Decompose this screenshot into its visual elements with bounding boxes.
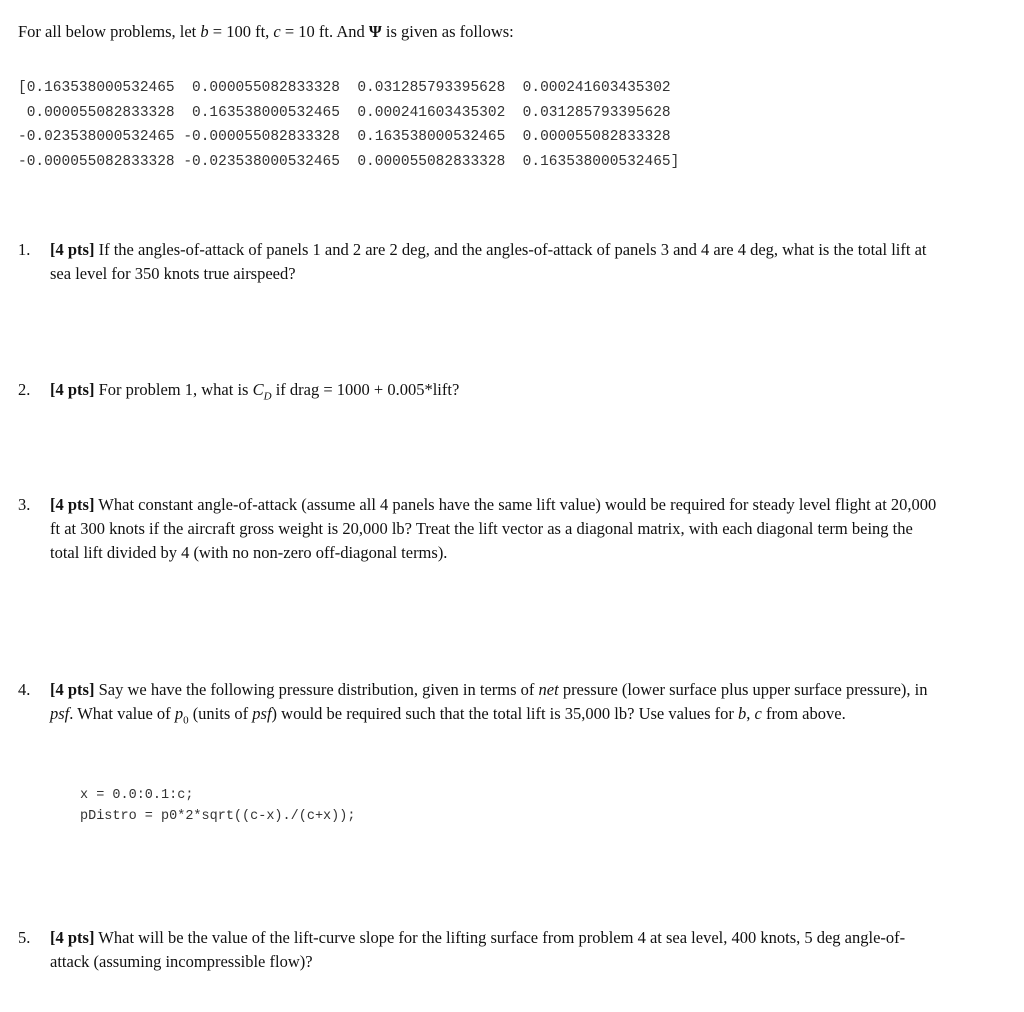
problem-number: 3. (18, 495, 31, 514)
problem-text: If the angles-of-attack of panels 1 and 2 are 2 deg, and the angles-of-attack of panels 3 and 4 are 4 deg, what is the total lift at sea level for 350 knots true airspeed? (50, 240, 927, 283)
intro-post: is given as follows: (381, 22, 514, 41)
problem-5 (18, 926, 938, 974)
matrix-row: -0.000055082833328 -0.023538000532465 0.000055082833328 0.163538000532465] (18, 153, 680, 170)
problem-text: What will be the value of the lift-curve slope for the lifting surface from problem 4 at sea level, 400 knots, 5 deg angle-of-attack (assuming incompressible flow)? (50, 928, 906, 971)
problem-text: . What value of (69, 704, 175, 723)
problem-2 (18, 378, 938, 408)
unit-psf: psf (50, 704, 70, 723)
var-p0-subscript: 0 (183, 714, 189, 727)
code-line: pDistro = p0*2*sqrt((c-x)./(c+x)); (80, 809, 356, 824)
matrix-row: 0.000055082833328 0.163538000532465 0.000241603435302 0.031285793395628 (18, 104, 671, 121)
emphasis: net (538, 680, 559, 699)
matrix-row: -0.023538000532465 -0.000055082833328 0.163538000532465 0.000055082833328 (18, 129, 671, 145)
code-line: x = 0.0:0.1:c; (80, 788, 194, 803)
problem-text: Say we have the following pressure distribution, given in terms of (94, 680, 539, 699)
psi-matrix (18, 76, 679, 174)
var-p0: p (174, 704, 184, 723)
var-c: c (273, 22, 281, 41)
problem-text: ) would be required such that the total lift is 35,000 lb? Use values for (271, 704, 739, 723)
problem-text: from above. (761, 704, 846, 723)
problem-text: (units of (188, 704, 253, 723)
points-label: [4 pts] (50, 240, 95, 259)
problem-number: 2. (18, 380, 31, 399)
problem-1 (18, 238, 938, 286)
points-label: [4 pts] (50, 928, 95, 947)
problem-text: pressure (lower surface plus upper surface pressure), in (558, 680, 928, 699)
var-b: b (738, 704, 747, 723)
points-label: [4 pts] (50, 380, 95, 399)
intro-pre: For all below problems, let (18, 22, 201, 41)
problem-number: 1. (18, 240, 31, 259)
drag-coefficient-subscript: D (263, 390, 272, 403)
var-b: b (200, 22, 209, 41)
problem-text: What constant angle-of-attack (assume all 4 panels have the same lift value) would be required for steady level flight at 20,000 ft at 300 knots if the aircraft gross weight is 20,000 lb? Treat the lift vector as a diagonal matrix, with each diagonal term being the total lift divided by 4 (with no non-zero off-diagonal terms). (50, 495, 937, 562)
intro-mid2: = 10 ft. And (280, 22, 369, 41)
problem-text: if drag = 1000 + 0.005*lift? (271, 380, 460, 399)
psi-symbol: Ψ (368, 22, 382, 41)
drag-coefficient: C (252, 380, 264, 399)
problem-4 (18, 678, 938, 732)
points-label: [4 pts] (50, 680, 95, 699)
problem-number: 4. (18, 680, 31, 699)
problem-3 (18, 493, 938, 565)
intro-text (18, 20, 514, 44)
var-c: c (754, 704, 762, 723)
intro-mid1: = 100 ft, (208, 22, 274, 41)
matrix-row: [0.163538000532465 0.000055082833328 0.031285793395628 0.000241603435302 (18, 80, 671, 96)
unit-psf: psf (252, 704, 272, 723)
problem-number: 5. (18, 928, 31, 947)
code-block (80, 785, 355, 827)
problem-text: , (746, 704, 755, 723)
points-label: [4 pts] (50, 495, 95, 514)
problem-text: For problem 1, what is (94, 380, 253, 399)
